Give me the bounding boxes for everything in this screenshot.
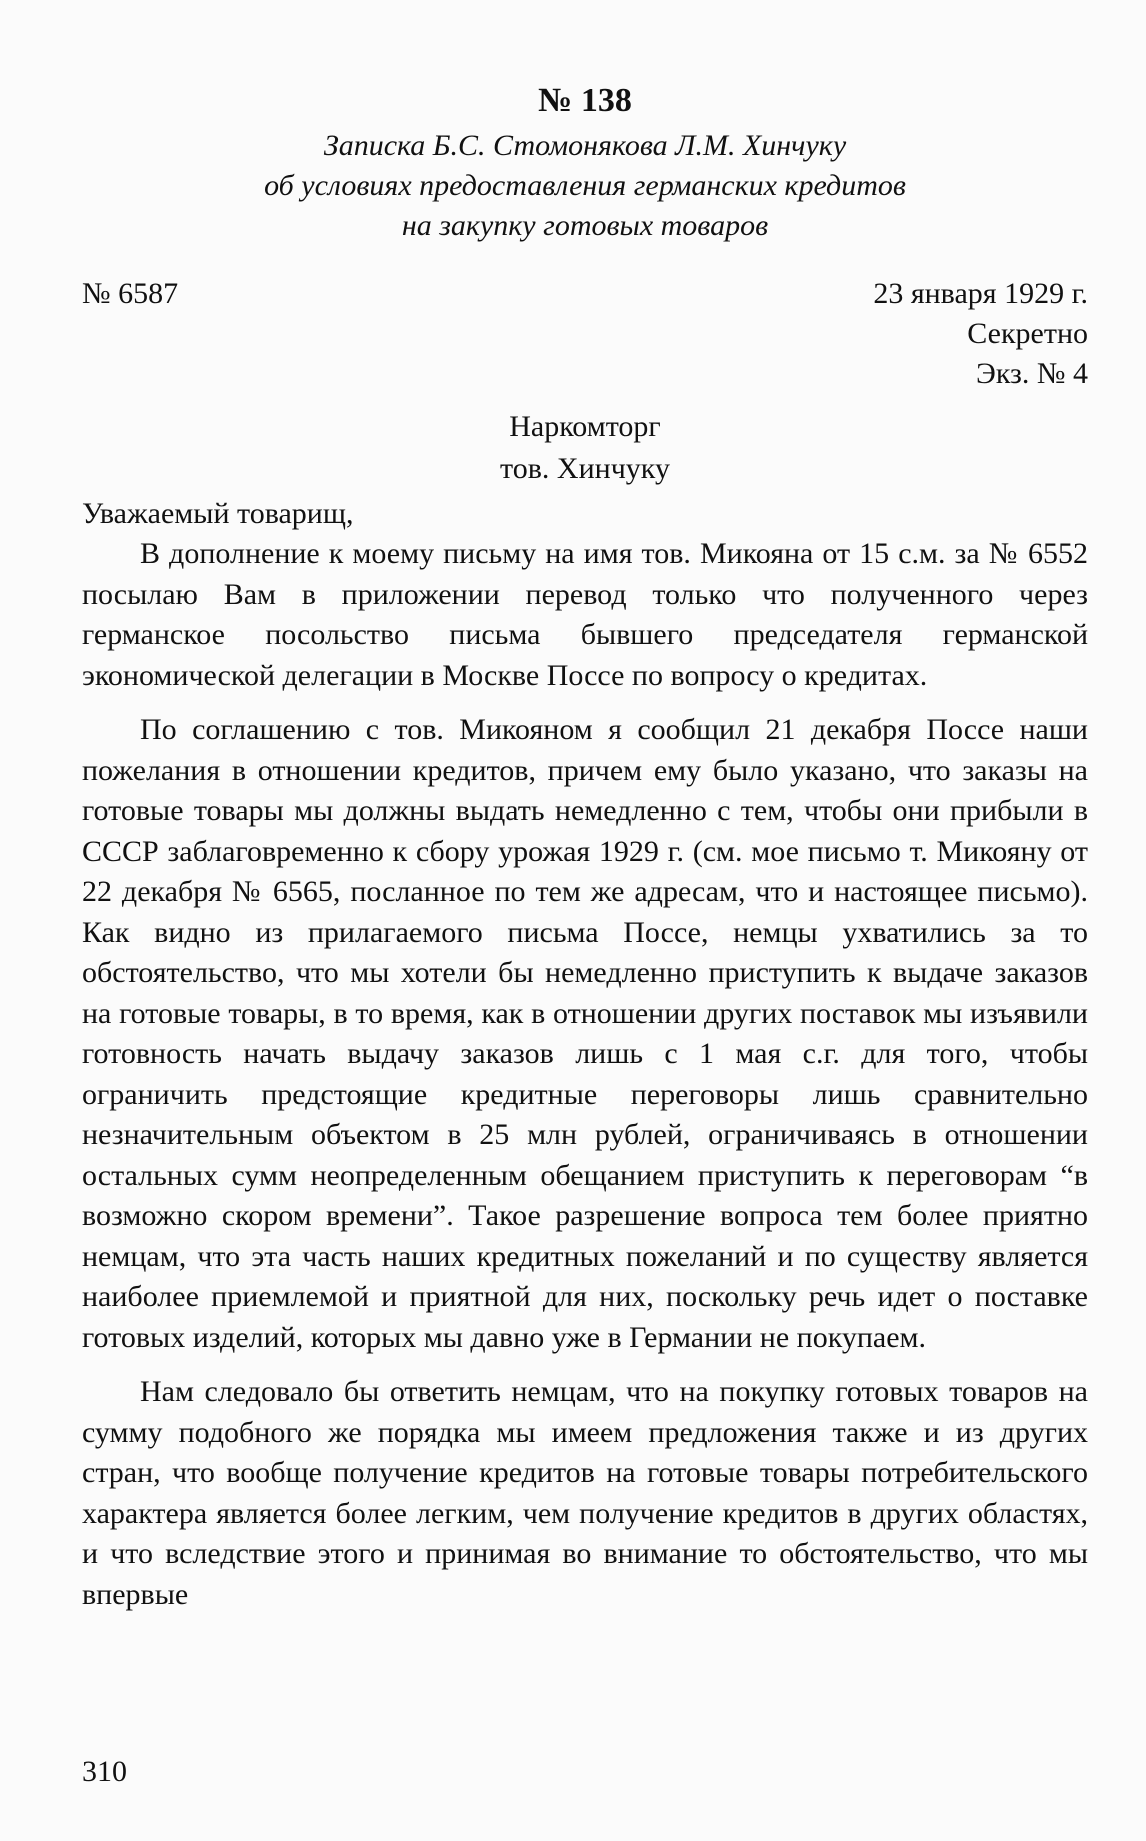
- title-line: на закупку готовых товаров: [401, 209, 769, 242]
- document-date: 23 января 1929 г.: [873, 277, 1088, 310]
- document-content: [82, 80, 1088, 1629]
- document-title: [82, 126, 1088, 246]
- reference-date-row: [82, 274, 1088, 314]
- body-paragraph: В дополнение к моему письму на имя тов. Микояна от 15 с.м. за № 6552 посылаю Вам в приложении перевод только что полученного через германское посольство письма бывшего председателя германской экономической делегации в Москве Поссе по вопросу о кредитах.: [82, 537, 1088, 692]
- copy-number: Экз. № 4: [976, 357, 1088, 390]
- body-paragraph: Нам следовало бы ответить немцам, что на покупку готовых товаров на сумму подобного же порядка мы имеем предложения также и из других стран, что вообще получение кредитов на готовые товары потребительского характера является более легким, чем получение кредитов в других областях, и что вследствие этого и принимая во внимание то обстоятельство, что мы впервые: [82, 1375, 1088, 1611]
- title-line: об условиях предоставления германских кредитов: [264, 169, 906, 202]
- page-number: 310: [82, 1755, 127, 1788]
- reference-number: № 6587: [82, 277, 179, 310]
- body-paragraph: По соглашению с тов. Микояном я сообщил 21 декабря Поссе наши пожелания в отношении кредитов, причем ему было указано, что заказы на готовые товары мы должны выдать немедленно с тем, чтобы они прибыли в СССР заблаговременно к сбору урожая 1929 г. (см. мое письмо т. Микояну от 22 декабря № 6565, посланное по тем же адресам, что и настоящее письмо). Как видно из прилагаемого письма Поссе, немцы ухватились за то обстоятельство, что мы хотели бы немедленно приступить к выдаче заказов на готовые товары, в то время, как в отношении других поставок мы изъявили готовность начать выдачу заказов лишь с 1 мая с.г. для того, чтобы ограничить предстоящие кредитные переговоры лишь сравнительно незначительным объектом в 25 млн рублей, ограничиваясь в отношении остальных сумм неопределенным обещанием приступить к переговорам “в возможно скором времени”. Такое разрешение вопроса тем более приятно немцам, что эта часть наших кредитных пожеланий и по существу является наиболее приемлемой и приятной для них, поскольку речь идет о поставке готовых изделий, которых мы давно уже в Германии не покупаем.: [82, 713, 1088, 1354]
- addressee-block: [82, 406, 1088, 490]
- greeting: Уважаемый товарищ,: [82, 497, 354, 530]
- document-number-heading: № 138: [538, 82, 632, 119]
- addressee-organization: Наркомторг: [509, 410, 661, 443]
- addressee-person: тов. Хинчуку: [500, 452, 670, 485]
- title-line: Записка Б.С. Стомонякова Л.М. Хинчуку: [323, 129, 847, 162]
- classification-mark: Секретно: [967, 317, 1088, 350]
